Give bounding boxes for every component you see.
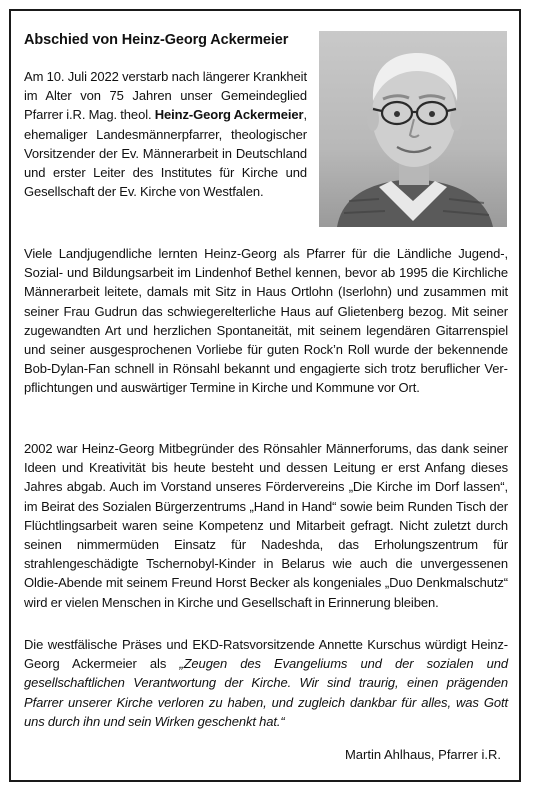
author-signature: Martin Ahlhaus, Pfarrer i.R. bbox=[344, 747, 501, 762]
portrait-photo-drawing bbox=[319, 31, 507, 227]
paragraph-intro-text-a: Am 10. Juli 2022 verstarb nach längerer Krankheit im Alter von 75 Jahren unser Gemeindeglied Pfarrer i.R. Mag. theol. bbox=[24, 69, 307, 123]
paragraph-intro-text-b: , ehemaliger Landesmännerpfarrer, theologischer Vorsitzender der Ev. Männerarbeit in Deutschland und erster Leiter des Institutes für Kirche und Gesellschaft der Ev. Kirche von Westfalen. bbox=[24, 107, 307, 200]
paragraph-tribute-text: Die westfälische Präses und EKD-Ratsvorsitzende Annette Kurschus würdigt Heinz-Georg Ackermeier als bbox=[24, 637, 508, 672]
paragraph-tribute bbox=[24, 635, 508, 731]
paragraph-engagement: 2002 war Heinz-Georg Mitbegründer des Rönsahler Männerforums, das dank seiner Ideen und Kreativität bis heute besteht und dessen Leitung er erst Anfang dieses Jahres abgab. Auch im Vorstand unseres Fördervereins „Die Kirche im Dorf lassen“, im Beirat des Sozialen Bürgerzentrums „Hand in Hand“ sowie beim Runden Tisch der Flüchtlingsarbeit waren seine Kompetenz und Mitarbeit gefragt. Nicht zuletzt durch seinen nimmermüden Einsatz für Nadeshda, das Erholungszentrum für strahlengeschädigte Tschernobyl-Kinder in Belarus wie auch die unvergessenen Oldie-Abende mit seinem Freund Horst Becker als kongeniales „Duo Denkmalschutz“ wird er vielen Menschen in Kirche und Gesellschaft in Erinnerung bleiben. bbox=[24, 441, 508, 610]
article-title: Abschied von Heinz-Georg Ackermeier bbox=[24, 32, 289, 48]
portrait-photo bbox=[319, 31, 507, 227]
paragraph-career: Viele Landjugendliche lernten Heinz-Georg als Pfarrer für die Ländliche Jugend-, Sozial- und Bildungsarbeit im Lindenhof Bethel kennen, bevor ab 1995 die Kirchliche Männerarbeit leitete, damals mit Sitz in Haus Ortlohn (Iserlohn) und zusammen mit seiner Frau Gudrun das schwiegerelterliche Haus auf Glietenberg bezog. Mit seiner zugewandten Art und herzlichen Spontaneität, mit seinem legendären Gitarrenspiel und seiner ausgesprochenen Vorliebe für guten Rock’n Roll wurde der bekennende Bob-Dylan-Fan schnell in Rönsahl bekannt und engagierte sich trotz beruflicher Verpflichtungen und auswärtiger Termine in Kirche und Kommune vor Ort. bbox=[24, 246, 508, 396]
deceased-name: Heinz-Georg Ackermeier bbox=[154, 107, 304, 123]
tribute-quote: „Zeugen des Evangeliums und der sozialen und gesellschaftlichen Verantwortung der Kirche. Wir sind traurig, einen prägenden Pfarrer unserer Kirche verloren zu haben, und zugleich dankbar für alles, was Gott uns durch ihn und sein Wirken geschenkt hat.“ bbox=[24, 656, 508, 729]
paragraph-intro bbox=[24, 67, 307, 201]
